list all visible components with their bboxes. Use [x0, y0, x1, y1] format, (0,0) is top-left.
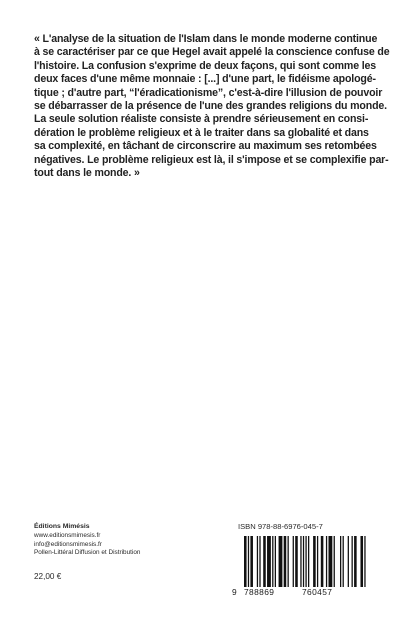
price-label: 22,00 €	[34, 572, 62, 581]
publisher-email: info@editionsmimesis.fr	[34, 540, 102, 548]
barcode-bar	[267, 536, 271, 587]
barcode-image	[242, 536, 366, 587]
barcode-bar	[284, 536, 287, 587]
barcode-bar	[340, 536, 341, 587]
barcode-left-digits: 788869	[244, 587, 275, 597]
barcode-bar	[354, 536, 357, 587]
barcode-bar	[360, 536, 363, 587]
publisher-name: Éditions Mimésis	[34, 523, 90, 530]
barcode-bar	[317, 536, 318, 587]
barcode-bar	[348, 536, 349, 587]
quote-line: tique ; d'autre part, “l'éradicationisme”, c'est-à-dire l'illusion de pouvoir	[34, 86, 383, 99]
barcode-bar	[326, 536, 327, 587]
barcode-bar	[263, 536, 266, 587]
barcode-bar	[328, 536, 332, 587]
barcode-bar	[313, 536, 316, 587]
barcode-bar	[248, 536, 249, 587]
quote-line: l'histoire. La confusion s'exprime de deux façons, qui sont comme les	[34, 59, 377, 72]
barcode-bar	[308, 536, 309, 587]
quote-line: « L'analyse de la situation de l'Islam dans le monde moderne continue	[34, 33, 378, 45]
isbn-block	[232, 522, 372, 597]
barcode-bar	[321, 536, 324, 587]
barcode-bar	[250, 536, 253, 587]
publisher-distribution: Pollen-Littéral Diffusion et Distribution	[34, 549, 141, 557]
quote-line: sa complexité, en tâchant de circonscrire au maximum ses retombées	[34, 140, 377, 153]
barcode-bar	[352, 536, 353, 587]
back-cover-quote	[34, 33, 390, 180]
barcode-bar	[244, 536, 247, 587]
quote-line: se débarrasser de la présence de l'une des grandes religions du monde.	[34, 100, 387, 113]
barcode-right-digits: 760457	[302, 587, 333, 597]
barcode-lead-digit: 9	[232, 587, 238, 597]
barcode-bar	[288, 536, 289, 587]
barcode-bar	[343, 536, 344, 587]
barcode-bar	[334, 536, 335, 587]
barcode-bar	[257, 536, 258, 587]
barcode-bar	[300, 536, 301, 587]
quote-line: à se caractériser par ce que Hegel avait appelé la conscience confuse de	[34, 46, 390, 59]
publisher-website: www.editionsmimesis.fr	[34, 532, 101, 539]
barcode-bar	[272, 536, 273, 587]
barcode-bar	[275, 536, 276, 587]
publisher-info	[34, 522, 214, 558]
quote-line: La seule solution réaliste consiste à prendre sérieusement en consi-	[34, 113, 369, 126]
quote-line: deux faces d'une même monnaie : [...] d'une part, le fidéisme apologé-	[34, 73, 376, 86]
quote-line: tout dans le monde. »	[34, 167, 140, 180]
barcode-bar	[293, 536, 294, 587]
isbn-label: ISBN 978-88-6976-045-7	[238, 522, 323, 531]
barcode-bar	[295, 536, 298, 587]
barcode-bar	[305, 536, 306, 587]
barcode-bar	[364, 536, 365, 587]
barcode-bar	[303, 536, 304, 587]
barcode-bar	[259, 536, 260, 587]
barcode-digits	[232, 587, 372, 597]
barcode-bar	[279, 536, 283, 587]
quote-line: dération le problème religieux et à le traiter dans sa globalité et dans	[34, 126, 369, 139]
quote-line: négatives. Le problème religieux est là, il s'impose et se complexifie par-	[34, 153, 389, 166]
